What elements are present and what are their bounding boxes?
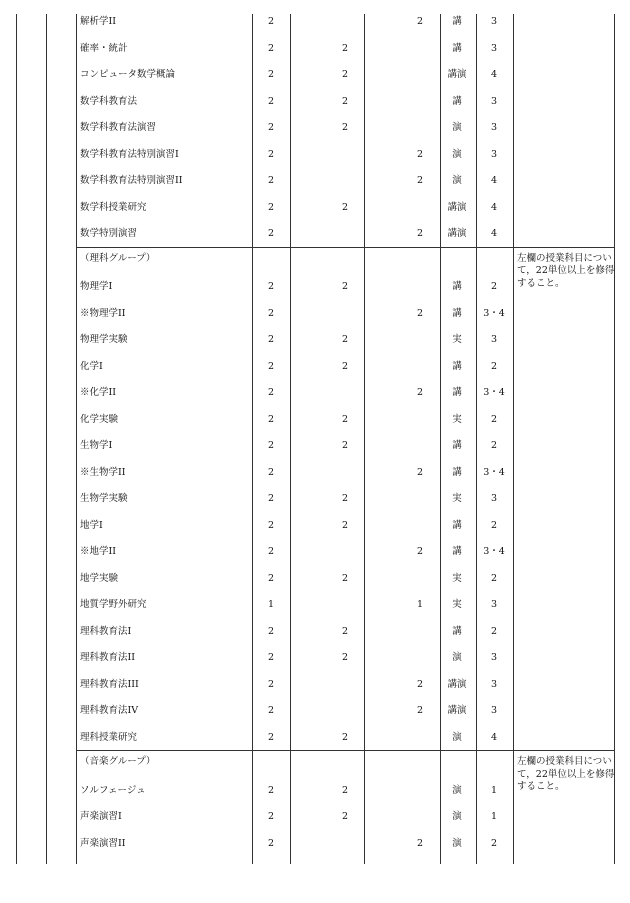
course-credits-b: 2 — [416, 546, 424, 557]
course-type: 講 — [452, 387, 462, 398]
course-year: 4 — [490, 731, 498, 743]
course-type: 実 — [452, 599, 462, 610]
course-credits-b: 2 — [416, 228, 424, 239]
course-credits-a: 2 — [341, 201, 349, 213]
course-year: 3 — [490, 652, 498, 663]
course-credits: 2 — [267, 307, 275, 319]
course-year: 3 — [490, 42, 498, 54]
course-credits: 2 — [267, 705, 275, 716]
course-name: 理科授業研究 — [80, 731, 138, 743]
course-type: 講 — [452, 519, 462, 531]
group-heading: （理科グループ） — [80, 252, 156, 264]
course-credits: 2 — [267, 811, 275, 822]
course-year: 2 — [490, 572, 498, 584]
course-credits-b: 2 — [416, 148, 424, 160]
course-name: 化学実験 — [80, 413, 119, 425]
course-year: 2 — [490, 413, 498, 425]
course-name: 理科教育法II — [80, 652, 136, 663]
course-name: ※地学II — [80, 546, 117, 557]
course-year: 3・4 — [483, 546, 505, 557]
course-credits: 2 — [267, 360, 275, 372]
course-name: 数学科教育法特別演習II — [80, 175, 183, 186]
course-credits-a: 2 — [341, 652, 349, 663]
course-year: 1 — [490, 784, 498, 796]
course-credits: 2 — [267, 122, 275, 133]
course-credits-a: 2 — [341, 731, 349, 743]
course-credits: 2 — [267, 42, 275, 54]
course-credits: 2 — [267, 175, 275, 186]
group-heading: （音楽グループ） — [80, 756, 156, 767]
course-credits: 2 — [267, 69, 275, 80]
course-name: 数学特別演習 — [80, 228, 138, 239]
course-year: 2 — [490, 625, 498, 637]
course-credits: 2 — [267, 625, 275, 637]
course-credits-b: 1 — [416, 599, 424, 610]
course-name: 物理学I — [80, 281, 113, 292]
course-type: 演 — [452, 731, 462, 743]
course-year: 3・4 — [483, 387, 505, 398]
course-credits: 2 — [267, 413, 275, 425]
course-credits-a: 2 — [341, 42, 349, 54]
course-name: 数学科授業研究 — [80, 201, 147, 213]
course-credits-a: 2 — [341, 69, 349, 80]
course-name: 数学科教育法特別演習I — [80, 148, 179, 160]
course-name: 物理学実験 — [80, 334, 128, 345]
course-credits: 2 — [267, 201, 275, 213]
course-credits: 1 — [267, 599, 275, 610]
column-divider — [76, 14, 77, 864]
course-credits: 2 — [267, 572, 275, 584]
course-credits-b: 2 — [416, 837, 424, 849]
course-year: 3 — [490, 599, 498, 610]
course-year: 3 — [490, 148, 498, 160]
course-credits-b: 2 — [416, 16, 424, 27]
course-name: 地学実験 — [80, 572, 119, 584]
course-name: 地質学野外研究 — [80, 599, 147, 610]
course-credits-a: 2 — [341, 281, 349, 292]
course-year: 3 — [490, 122, 498, 133]
course-type: 講 — [452, 546, 462, 557]
course-credits: 2 — [267, 731, 275, 743]
course-name: 数学科教育法演習 — [80, 122, 157, 133]
course-name: ※生物学II — [80, 466, 126, 478]
course-type: 講演 — [447, 201, 467, 213]
course-credits: 2 — [267, 334, 275, 345]
course-credits: 2 — [267, 466, 275, 478]
course-credits: 2 — [267, 281, 275, 292]
course-type: 講 — [452, 42, 462, 54]
course-credits: 2 — [267, 493, 275, 504]
course-name: コンピュータ数学概論 — [80, 69, 176, 80]
course-type: 講 — [452, 95, 462, 107]
course-type: 講 — [452, 440, 462, 451]
course-name: ソルフェージュ — [80, 784, 146, 796]
course-type: 実 — [452, 334, 462, 345]
course-credits: 2 — [267, 546, 275, 557]
column-divider — [46, 14, 47, 864]
course-name: 生物学実験 — [80, 493, 128, 504]
course-credits-b: 2 — [416, 307, 424, 319]
course-type: 演 — [452, 837, 462, 849]
section-divider — [76, 750, 614, 751]
course-year: 3 — [490, 705, 498, 716]
course-type: 演 — [452, 811, 462, 822]
group-note: 左欄の授業科目について，22単位以上を修得すること。 — [517, 252, 615, 289]
course-credits-b: 2 — [416, 678, 424, 690]
course-type: 演 — [452, 784, 462, 796]
course-credits-a: 2 — [341, 360, 349, 372]
course-credits: 2 — [267, 95, 275, 107]
course-type: 実 — [452, 493, 462, 504]
course-credits-b: 2 — [416, 387, 424, 398]
course-name: 化学I — [80, 360, 103, 372]
course-year: 2 — [490, 360, 498, 372]
course-name: 理科教育法III — [80, 678, 139, 690]
course-year: 2 — [490, 837, 498, 849]
course-type: 講演 — [447, 228, 467, 239]
course-credits: 2 — [267, 148, 275, 160]
course-type: 講演 — [447, 705, 467, 716]
course-credits-a: 2 — [341, 493, 349, 504]
course-year: 2 — [490, 440, 498, 451]
course-year: 4 — [490, 201, 498, 213]
course-year: 4 — [490, 175, 498, 186]
course-year: 3 — [490, 95, 498, 107]
course-type: 講 — [452, 466, 462, 478]
course-type: 講 — [452, 281, 462, 292]
course-credits: 2 — [267, 387, 275, 398]
course-type: 講演 — [447, 69, 467, 80]
course-type: 講 — [452, 16, 462, 27]
section-divider — [76, 247, 614, 248]
course-type: 実 — [452, 413, 462, 425]
course-name: 理科教育法IV — [80, 705, 139, 716]
course-type: 演 — [452, 652, 462, 663]
course-name: 確率・統計 — [80, 42, 128, 54]
course-name: 声楽演習II — [80, 837, 126, 849]
course-credits-a: 2 — [341, 413, 349, 425]
column-divider — [16, 14, 17, 864]
course-year: 3 — [490, 16, 498, 27]
course-credits: 2 — [267, 652, 275, 663]
course-year: 1 — [490, 811, 498, 822]
course-year: 4 — [490, 228, 498, 239]
course-credits-a: 2 — [341, 122, 349, 133]
course-credits-a: 2 — [341, 572, 349, 584]
course-type: 演 — [452, 122, 462, 133]
course-year: 2 — [490, 519, 498, 531]
course-credits-a: 2 — [341, 519, 349, 531]
course-name: 地学I — [80, 519, 103, 531]
course-credits-a: 2 — [341, 334, 349, 345]
course-year: 4 — [490, 69, 498, 80]
course-credits: 2 — [267, 228, 275, 239]
course-type: 実 — [452, 572, 462, 584]
course-credits-b: 2 — [416, 175, 424, 186]
column-divider — [614, 14, 615, 864]
course-year: 3 — [490, 493, 498, 504]
course-type: 講 — [452, 307, 462, 319]
course-type: 講 — [452, 625, 462, 637]
course-name: ※物理学II — [80, 307, 126, 319]
course-credits-a: 2 — [341, 625, 349, 637]
course-credits-b: 2 — [416, 705, 424, 716]
course-type: 講演 — [447, 678, 467, 690]
course-year: 3・4 — [483, 307, 505, 319]
course-credits: 2 — [267, 837, 275, 849]
course-type: 演 — [452, 175, 462, 186]
course-credits: 2 — [267, 678, 275, 690]
course-year: 3 — [490, 678, 498, 690]
course-name: 理科教育法I — [80, 625, 132, 637]
course-credits: 2 — [267, 440, 275, 451]
course-type: 講 — [452, 360, 462, 372]
course-year: 3 — [490, 334, 498, 345]
course-credits-a: 2 — [341, 811, 349, 822]
course-name: ※化学II — [80, 387, 117, 398]
course-name: 生物学I — [80, 440, 113, 451]
group-note: 左欄の授業科目について，22単位以上を修得すること。 — [517, 756, 615, 792]
course-credits: 2 — [267, 16, 275, 27]
course-credits: 2 — [267, 519, 275, 531]
course-name: 解析学II — [80, 16, 117, 27]
course-year: 2 — [490, 281, 498, 292]
course-name: 声楽演習I — [80, 811, 122, 822]
course-credits-a: 2 — [341, 784, 349, 796]
course-name: 数学科教育法 — [80, 95, 138, 107]
course-year: 3・4 — [483, 466, 505, 478]
course-credits-a: 2 — [341, 440, 349, 451]
course-credits-b: 2 — [416, 466, 424, 478]
course-credits-a: 2 — [341, 95, 349, 107]
course-credits: 2 — [267, 784, 275, 796]
course-type: 演 — [452, 148, 462, 160]
